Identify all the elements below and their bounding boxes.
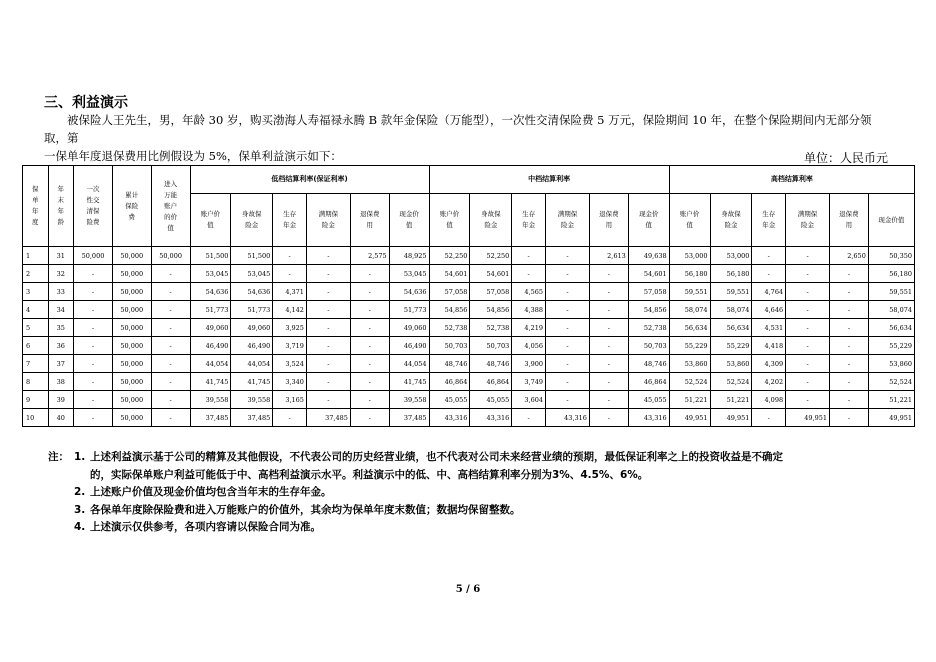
table-cell: 3,524 <box>273 355 307 373</box>
table-cell: - <box>151 355 190 373</box>
table-cell: 1 <box>23 247 49 265</box>
table-cell: - <box>786 391 830 409</box>
table-cell: - <box>830 283 869 301</box>
table-cell: 35 <box>48 319 74 337</box>
table-cell: 44,054 <box>389 355 429 373</box>
table-cell: 49,060 <box>190 319 231 337</box>
table-cell: 4,202 <box>752 373 786 391</box>
header-group-mid: 中档结算利率 <box>429 166 669 194</box>
table-cell: - <box>830 373 869 391</box>
table-cell: 51,221 <box>710 391 752 409</box>
table-cell: - <box>74 337 113 355</box>
table-cell: 2,575 <box>350 247 389 265</box>
table-cell: 54,636 <box>389 283 429 301</box>
table-cell: - <box>830 301 869 319</box>
table-cell: 53,000 <box>669 247 710 265</box>
table-cell: 4,142 <box>273 301 307 319</box>
header-policy-year: 保单年度 <box>23 166 49 247</box>
table-cell: - <box>546 391 590 409</box>
header-group-low: 低档结算利率(保证利率) <box>190 166 429 194</box>
table-cell: 53,000 <box>710 247 752 265</box>
table-cell: 4,418 <box>752 337 786 355</box>
table-cell: - <box>151 265 190 283</box>
table-cell: 52,524 <box>710 373 752 391</box>
table-cell: 52,738 <box>628 319 669 337</box>
table-cell: 3,900 <box>512 355 546 373</box>
note-text: 上述账户价值及现金价值均包含当年末的生存年金。 <box>90 486 332 498</box>
table-cell: 59,551 <box>669 283 710 301</box>
table-cell: 51,221 <box>669 391 710 409</box>
header-survival-annuity: 生存年金 <box>752 194 786 247</box>
table-cell: 50,000 <box>112 391 151 409</box>
table-cell: - <box>151 409 190 427</box>
table-cell: 58,074 <box>669 301 710 319</box>
table-row <box>23 319 915 337</box>
table-cell: 53,860 <box>868 355 914 373</box>
table-cell: 50,000 <box>112 373 151 391</box>
table-row <box>23 373 915 391</box>
table-cell: - <box>350 373 389 391</box>
table-cell: 48,746 <box>429 355 470 373</box>
table-cell: 38 <box>48 373 74 391</box>
note-number: 1. <box>74 451 86 463</box>
table-cell: - <box>546 355 590 373</box>
table-cell: 49,060 <box>231 319 273 337</box>
table-cell: 4,388 <box>512 301 546 319</box>
table-cell: - <box>74 283 113 301</box>
header-cumulative-premium: 累计保险费 <box>112 166 151 247</box>
table-cell: - <box>74 373 113 391</box>
table-cell: 45,055 <box>628 391 669 409</box>
table-cell: 4,646 <box>752 301 786 319</box>
header-account-value: 账户价值 <box>669 194 710 247</box>
table-cell: 57,058 <box>429 283 470 301</box>
table-cell: 4,531 <box>752 319 786 337</box>
table-cell: 56,634 <box>710 319 752 337</box>
table-cell: 54,601 <box>429 265 470 283</box>
table-cell: 49,951 <box>710 409 752 427</box>
header-death-benefit: 身故保险金 <box>710 194 752 247</box>
header-surrender-fee: 退保费用 <box>830 194 869 247</box>
table-cell: - <box>546 247 590 265</box>
table-cell: 54,856 <box>429 301 470 319</box>
table-row <box>23 391 915 409</box>
table-cell: 49,951 <box>868 409 914 427</box>
table-cell: 31 <box>48 247 74 265</box>
benefit-table <box>22 165 915 427</box>
table-cell: 50,000 <box>112 355 151 373</box>
table-cell: 50,000 <box>112 319 151 337</box>
table-cell: 50,703 <box>429 337 470 355</box>
table-cell: 7 <box>23 355 49 373</box>
intro-paragraph <box>44 111 890 165</box>
table-cell: 41,745 <box>231 373 273 391</box>
table-cell: - <box>546 319 590 337</box>
table-cell: - <box>306 319 350 337</box>
table-cell: 58,074 <box>868 301 914 319</box>
table-cell: 56,634 <box>868 319 914 337</box>
table-cell: 52,524 <box>669 373 710 391</box>
table-cell: 33 <box>48 283 74 301</box>
table-cell: 37 <box>48 355 74 373</box>
table-cell: - <box>830 337 869 355</box>
table-cell: 46,490 <box>389 337 429 355</box>
intro-line-1: 被保险人王先生，男，年龄 30 岁，购买渤海人寿福禄永腾 B 款年金保险（万能型），一次性交清保险费 5 万元，保险期间 10 年，在整个保险期间内无部分领取，第 <box>44 113 872 145</box>
table-cell: - <box>830 319 869 337</box>
table-cell: 52,250 <box>429 247 470 265</box>
table-cell: - <box>350 283 389 301</box>
table-cell: - <box>74 355 113 373</box>
table-cell: 58,074 <box>710 301 752 319</box>
table-cell: 4,309 <box>752 355 786 373</box>
table-cell: 2,613 <box>589 247 628 265</box>
table-cell: - <box>151 391 190 409</box>
table-cell: 54,856 <box>628 301 669 319</box>
table-cell: 49,951 <box>786 409 830 427</box>
table-cell: - <box>546 265 590 283</box>
table-cell: 51,773 <box>190 301 231 319</box>
table-cell: - <box>589 301 628 319</box>
table-cell: 57,058 <box>470 283 512 301</box>
table-cell: 44,054 <box>190 355 231 373</box>
table-cell: 34 <box>48 301 74 319</box>
header-survival-annuity: 生存年金 <box>273 194 307 247</box>
table-cell: 50,350 <box>868 247 914 265</box>
table-cell: 50,000 <box>112 265 151 283</box>
table-cell: 39,558 <box>190 391 231 409</box>
header-maturity-benefit: 满期保险金 <box>786 194 830 247</box>
table-cell: 4,371 <box>273 283 307 301</box>
table-cell: 45,055 <box>470 391 512 409</box>
table-cell: - <box>151 373 190 391</box>
table-cell: 49,638 <box>628 247 669 265</box>
table-cell: 54,856 <box>470 301 512 319</box>
table-cell: - <box>74 319 113 337</box>
table-cell: 50,000 <box>112 247 151 265</box>
table-cell: 43,316 <box>628 409 669 427</box>
table-cell: 8 <box>23 373 49 391</box>
table-row <box>23 337 915 355</box>
table-cell: - <box>589 409 628 427</box>
section-title: 三、利益演示 <box>44 95 128 111</box>
table-cell: - <box>830 355 869 373</box>
table-cell: 57,058 <box>628 283 669 301</box>
header-surrender-fee: 退保费用 <box>350 194 389 247</box>
header-cash-value: 现金价值 <box>389 194 429 247</box>
table-cell: 37,485 <box>306 409 350 427</box>
table-cell: - <box>306 355 350 373</box>
table-cell: - <box>74 391 113 409</box>
table-cell: 43,316 <box>429 409 470 427</box>
header-account-value: 账户价值 <box>190 194 231 247</box>
table-cell: - <box>786 373 830 391</box>
table-cell: 40 <box>48 409 74 427</box>
header-into-universal: 进入万能账户的价值 <box>151 166 190 247</box>
table-cell: 54,601 <box>470 265 512 283</box>
table-cell: - <box>306 247 350 265</box>
header-group-high: 高档结算利率 <box>669 166 914 194</box>
table-cell: - <box>273 265 307 283</box>
table-cell: 3,925 <box>273 319 307 337</box>
table-cell: 55,229 <box>669 337 710 355</box>
table-cell: 51,773 <box>231 301 273 319</box>
table-cell: 4,098 <box>752 391 786 409</box>
table-cell: - <box>752 247 786 265</box>
table-cell: 44,054 <box>231 355 273 373</box>
table-cell: 51,773 <box>389 301 429 319</box>
table-cell: - <box>546 301 590 319</box>
table-cell: 52,250 <box>470 247 512 265</box>
table-cell: 50,000 <box>112 337 151 355</box>
table-cell: 43,316 <box>546 409 590 427</box>
table-cell: - <box>786 319 830 337</box>
table-cell: - <box>306 265 350 283</box>
table-cell: - <box>74 265 113 283</box>
table-cell: - <box>786 265 830 283</box>
table-cell: 49,060 <box>389 319 429 337</box>
note-text-continued: 的，实际保单账户利益可能低于中、高档利益演示水平。利益演示中的低、中、高档结算利率分别为3%、4.5%、6%。 <box>90 468 649 481</box>
header-age: 年末年龄 <box>48 166 74 247</box>
table-cell: 4 <box>23 301 49 319</box>
header-cash-value: 现金价值 <box>628 194 669 247</box>
table-cell: 46,864 <box>628 373 669 391</box>
table-cell: 51,221 <box>868 391 914 409</box>
note-number: 4. <box>74 521 86 533</box>
notes-section <box>48 449 908 537</box>
table-cell: - <box>350 265 389 283</box>
table-cell: 3,340 <box>273 373 307 391</box>
table-cell: - <box>512 409 546 427</box>
table-cell: 32 <box>48 265 74 283</box>
table-row <box>23 301 915 319</box>
intro-line-2: 一保单年度退保费用比例假设为 5%，保单利益演示如下： <box>44 149 342 163</box>
table-cell: - <box>74 301 113 319</box>
table-cell: 41,745 <box>389 373 429 391</box>
table-cell: - <box>830 391 869 409</box>
table-cell: 41,745 <box>190 373 231 391</box>
table-cell: 53,045 <box>231 265 273 283</box>
table-cell: 2 <box>23 265 49 283</box>
table-cell: 5 <box>23 319 49 337</box>
currency-unit: 单位：人民币元 <box>803 151 888 165</box>
table-cell: - <box>273 409 307 427</box>
table-cell: 50,703 <box>470 337 512 355</box>
table-cell: - <box>786 247 830 265</box>
table-cell: 53,045 <box>389 265 429 283</box>
table-cell: 4,219 <box>512 319 546 337</box>
table-cell: 53,860 <box>710 355 752 373</box>
note-number: 3. <box>74 503 86 516</box>
table-cell: 37,485 <box>389 409 429 427</box>
table-cell: - <box>273 247 307 265</box>
table-cell: 54,636 <box>231 283 273 301</box>
table-cell: - <box>350 409 389 427</box>
header-maturity-benefit: 满期保险金 <box>546 194 590 247</box>
table-row <box>23 247 915 265</box>
table-cell: - <box>546 337 590 355</box>
table-cell: - <box>546 373 590 391</box>
table-cell: - <box>306 391 350 409</box>
table-row <box>23 283 915 301</box>
table-cell: 48,746 <box>470 355 512 373</box>
table-cell: - <box>752 265 786 283</box>
table-cell: 46,864 <box>470 373 512 391</box>
table-cell: 3,719 <box>273 337 307 355</box>
table-cell: 56,180 <box>669 265 710 283</box>
table-cell: - <box>589 283 628 301</box>
table-cell: - <box>786 337 830 355</box>
table-cell: - <box>306 337 350 355</box>
table-cell: 49,951 <box>669 409 710 427</box>
table-cell: 45,055 <box>429 391 470 409</box>
table-cell: - <box>350 301 389 319</box>
table-cell: 56,180 <box>868 265 914 283</box>
table-cell: - <box>350 391 389 409</box>
table-cell: - <box>786 283 830 301</box>
table-cell: 37,485 <box>231 409 273 427</box>
table-cell: 48,746 <box>628 355 669 373</box>
table-cell: - <box>306 301 350 319</box>
table-cell: 9 <box>23 391 49 409</box>
table-cell: 39 <box>48 391 74 409</box>
table-cell: 36 <box>48 337 74 355</box>
table-cell: - <box>512 265 546 283</box>
table-cell: 4,056 <box>512 337 546 355</box>
table-cell: 3 <box>23 283 49 301</box>
table-cell: 50,703 <box>628 337 669 355</box>
table-cell: - <box>546 283 590 301</box>
table-row <box>23 355 915 373</box>
table-cell: 53,860 <box>669 355 710 373</box>
table-cell: 6 <box>23 337 49 355</box>
table-cell: 55,229 <box>710 337 752 355</box>
table-cell: 50,000 <box>112 301 151 319</box>
table-cell: 39,558 <box>389 391 429 409</box>
header-account-value: 账户价值 <box>429 194 470 247</box>
table-row <box>23 265 915 283</box>
header-maturity-benefit: 满期保险金 <box>306 194 350 247</box>
table-cell: 48,925 <box>389 247 429 265</box>
table-cell: - <box>350 355 389 373</box>
note-text: 各保单年度除保险费和进入万能账户的价值外，其余均为保单年度末数值；数据均保留整数。 <box>90 503 521 516</box>
table-cell: 59,551 <box>710 283 752 301</box>
table-cell: 50,000 <box>74 247 113 265</box>
table-cell: - <box>589 337 628 355</box>
table-cell: - <box>830 409 869 427</box>
table-cell: - <box>786 301 830 319</box>
table-row <box>23 409 915 427</box>
note-text: 上述演示仅供参考，各项内容请以保险合同为准。 <box>90 521 321 533</box>
table-cell: 10 <box>23 409 49 427</box>
table-cell: 43,316 <box>470 409 512 427</box>
table-cell: 50,000 <box>112 409 151 427</box>
table-cell: 59,551 <box>868 283 914 301</box>
table-body <box>23 247 915 427</box>
table-cell: - <box>512 247 546 265</box>
table-cell: 4,764 <box>752 283 786 301</box>
table-cell: 56,180 <box>710 265 752 283</box>
table-cell: - <box>306 373 350 391</box>
table-cell: - <box>830 265 869 283</box>
table-cell: - <box>589 373 628 391</box>
table-cell: - <box>589 319 628 337</box>
table-cell: - <box>786 355 830 373</box>
table-cell: 4,565 <box>512 283 546 301</box>
notes-prefix: 注： <box>48 451 69 463</box>
table-cell: - <box>151 301 190 319</box>
note-text: 上述利益演示基于公司的精算及其他假设，不代表公司的历史经营业绩，也不代表对公司未来经营业绩的预期，最低保证利率之上的投资收益是不确定 <box>90 451 783 463</box>
table-cell: 51,500 <box>231 247 273 265</box>
table-cell: 46,490 <box>190 337 231 355</box>
table-cell: 39,558 <box>231 391 273 409</box>
table-cell: 37,485 <box>190 409 231 427</box>
table-cell: 52,738 <box>429 319 470 337</box>
page-number: 5 / 6 <box>455 584 481 595</box>
header-cash-value: 现金价值 <box>868 194 914 247</box>
table-cell: 52,738 <box>470 319 512 337</box>
table-cell: - <box>151 337 190 355</box>
header-survival-annuity: 生存年金 <box>512 194 546 247</box>
table-cell: 55,229 <box>868 337 914 355</box>
table-cell: 3,749 <box>512 373 546 391</box>
header-death-benefit: 身故保险金 <box>470 194 512 247</box>
table-cell: 53,045 <box>190 265 231 283</box>
header-single-premium: 一次性交清保险费 <box>74 166 113 247</box>
table-cell: 50,000 <box>151 247 190 265</box>
header-death-benefit: 身故保险金 <box>231 194 273 247</box>
table-cell: 2,650 <box>830 247 869 265</box>
table-cell: - <box>74 409 113 427</box>
table-cell: 3,165 <box>273 391 307 409</box>
table-cell: - <box>589 391 628 409</box>
note-number: 2. <box>74 486 86 498</box>
table-cell: - <box>589 355 628 373</box>
table-cell: 51,500 <box>190 247 231 265</box>
table-cell: 46,864 <box>429 373 470 391</box>
table-cell: 56,634 <box>669 319 710 337</box>
table-cell: 3,604 <box>512 391 546 409</box>
table-cell: 54,601 <box>628 265 669 283</box>
header-surrender-fee: 退保费用 <box>589 194 628 247</box>
table-cell: 50,000 <box>112 283 151 301</box>
table-cell: 54,636 <box>190 283 231 301</box>
table-cell: - <box>306 283 350 301</box>
table-cell: - <box>350 337 389 355</box>
table-cell: - <box>151 283 190 301</box>
table-cell: 46,490 <box>231 337 273 355</box>
table-cell: - <box>350 319 389 337</box>
table-cell: - <box>151 319 190 337</box>
table-cell: - <box>589 265 628 283</box>
table-cell: 52,524 <box>868 373 914 391</box>
table-cell: - <box>752 409 786 427</box>
